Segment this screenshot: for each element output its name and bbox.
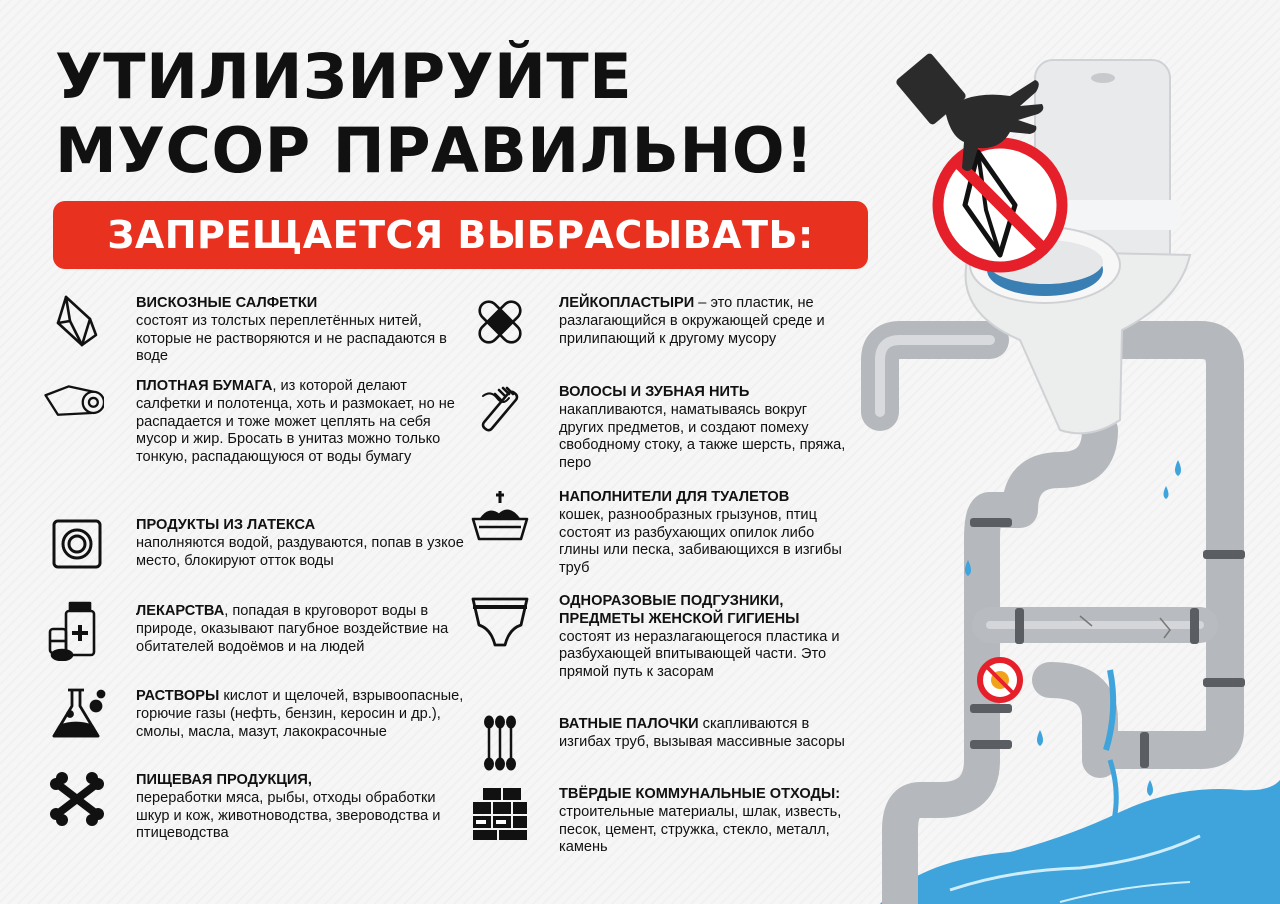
item-heading: ВАТНЫЕ ПАЛОЧКИ	[559, 716, 699, 732]
item-text: кошек, разнообразных грызунов, птиц состоят из разбухающих опилок либо глины или песка, забивающихся в изгибы труб	[559, 506, 842, 577]
item-text: , попадая в круговорот воды в природе, оказывают пагубное воздействие на обитателей водоёмов и на людей	[136, 603, 449, 655]
item-diapers	[559, 593, 854, 682]
item-heading: ЛЕКАРСТВА	[136, 603, 225, 619]
condom-icon	[46, 513, 108, 575]
medicine-icon	[46, 599, 108, 661]
item-heading: ВОЛОСЫ И ЗУБНАЯ НИТЬ	[559, 384, 750, 400]
item-heading: ЛЕЙКОПЛАСТЫРИ	[559, 295, 695, 311]
item-heading: ПЛОТНАЯ БУМАГА	[136, 378, 273, 394]
item-solid-waste	[559, 786, 854, 857]
prohibition-banner	[53, 201, 868, 269]
cotton-swab-icon	[469, 712, 531, 774]
item-text: переработки мяса, рыбы, отходы обработки шкур и кож, животноводства, звероводства и птицеводства	[136, 789, 441, 842]
item-heading: РАСТВОРЫ	[136, 688, 220, 704]
page-title	[55, 40, 814, 188]
toilet-pipes-illustration	[860, 40, 1280, 904]
bricks-icon	[469, 782, 531, 844]
item-text: строительные материалы, шлак, известь, песок, цемент, стружка, стекло, металл, камень	[559, 803, 842, 856]
valve-icon	[980, 660, 1020, 700]
item-text: состоят из неразлагающегося пластика и разбухающей впитывающей части. Это прямой путь к засорам	[559, 628, 840, 681]
item-text: состоят из толстых переплетённых нитей, которые не растворяются и не распадаются в воде	[136, 312, 447, 365]
bandage-icon	[469, 291, 531, 353]
item-text: , из которой делают салфетки и полотенца, хоть и размокает, но не распадается и тоже может цеплять на себя мусор и жир. Бросать в унитаз можно только тонкую, распадающуюся от воды бумагу	[136, 378, 455, 466]
item-food-products	[136, 772, 466, 843]
item-heading: ВИСКОЗНЫЕ САЛФЕТКИ	[136, 295, 318, 311]
item-heading: ТВЁРДЫЕ КОММУНАЛЬНЫЕ ОТХОДЫ:	[559, 786, 841, 802]
napkin-icon	[46, 291, 108, 353]
item-heading: ОДНОРАЗОВЫЕ ПОДГУЗНИКИ, ПРЕДМЕТЫ ЖЕНСКОЙ ГИГИЕНЫ	[559, 593, 800, 627]
item-dense-paper	[136, 378, 466, 467]
item-latex-products	[136, 517, 466, 570]
title-line-2: МУСОР ПРАВИЛЬНО!	[55, 114, 814, 187]
item-text: наполняются водой, раздуваются, попав в узкое место, блокируют отток воды	[136, 534, 464, 569]
item-text: – это пластик, не разлагающийся в окружающей среде и прилипающий к другому мусору	[559, 295, 825, 347]
item-text: кислот и щелочей, взрывоопасные, горючие газы (нефть, бензин, керосин и др.), смолы, масла, мазут, лакокрасочные	[136, 688, 464, 740]
banner-text: ЗАПРЕЩАЕТСЯ ВЫБРАСЫВАТЬ:	[107, 213, 814, 257]
prohibited-sign-icon	[938, 143, 1062, 267]
item-heading: НАПОЛНИТЕЛИ ДЛЯ ТУАЛЕТОВ	[559, 489, 790, 505]
litter-tray-icon	[469, 485, 531, 547]
item-heading: ПИЩЕВАЯ ПРОДУКЦИЯ,	[136, 772, 312, 788]
item-hair-floss	[559, 384, 854, 473]
item-text: скапливаются в изгибах труб, вызывая массивные засоры	[559, 716, 845, 750]
hair-comb-icon	[469, 380, 531, 442]
item-medicines	[136, 603, 466, 656]
title-line-1: УТИЛИЗИРУЙТЕ	[55, 40, 633, 113]
item-heading: ПРОДУКТЫ ИЗ ЛАТЕКСА	[136, 517, 316, 533]
item-solutions	[136, 688, 466, 741]
item-plasters	[559, 295, 854, 348]
paper-roll-icon	[42, 374, 104, 436]
item-text: накапливаются, наматываясь вокруг других предметов, и создают помеху свободному стоку, а также шерсть, пряжа, перо	[559, 401, 846, 472]
item-litter-fillers	[559, 489, 854, 578]
item-cotton-swabs	[559, 716, 854, 752]
diaper-icon	[469, 589, 531, 651]
bones-icon	[46, 768, 108, 830]
item-viscose-wipes	[136, 295, 466, 366]
chemical-flask-icon	[46, 684, 108, 746]
